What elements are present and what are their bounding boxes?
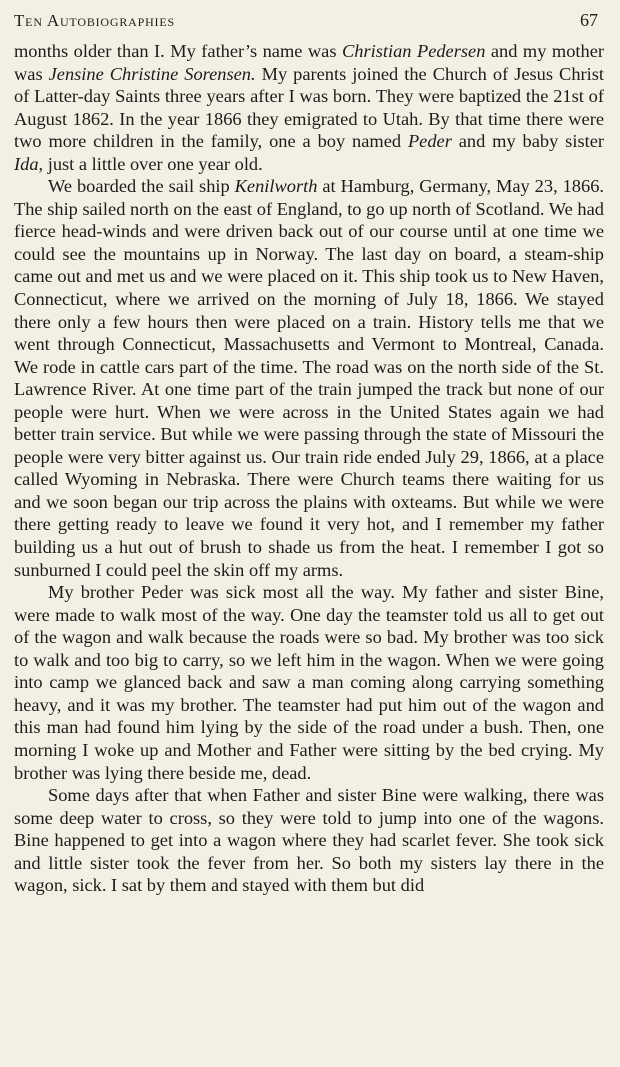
running-title: Ten Autobiographies	[14, 11, 175, 30]
text-run: and my mother was	[14, 41, 604, 84]
paragraph	[14, 175, 604, 581]
italic-name: Jensine Christine Sorensen.	[48, 63, 256, 84]
text-run: My brother Peder was sick most all the way. My father and sister Bine, were made to walk most of the way. One day the teamster told us all to get out of the wagon and walk because the roads were so bad. My brother was too sick to walk and too big to carry, so we left him in the wagon. When we were going into camp we glanced back and saw a man coming along carrying something heavy, and it was my brother. The teamster had put him out of the wagon and this man had found him lying by the side of the road under a bush. Then, one morning I woke up and Mother and Father were sitting by the bed crying. My brother was lying there beside me, dead.	[14, 582, 604, 783]
text-run: My parents joined the Church of Jesus Christ of Latter-day Saints three years after I was born. They were baptized the 21st of August 1862. In the year 1866 they emigrated to Utah. By that time there were two more children in the family, one a boy named	[14, 63, 605, 152]
text-run: at Hamburg, Germany, May 23, 1866. The ship sailed north on the east of England, to go up north of Scotland. We had fierce head-winds and were driven back out of our course until at one time we could see the mountains up in Norway. The last day on board, a steam-ship came out and met us and we were placed on it. This ship took us to New Haven, Connecticut, where we arrived on the morning of July 18, 1866. We stayed there only a few hours then were placed on a train. History tells me that we went through Connecticut, Massachusetts and Vermont to Montreal, Canada. We rode in cattle cars part of the time. The road was on the north side of the St. Lawrence River. At one time part of the train jumped the track but none of our people were hurt. When we were across in the United States again we had better train service. But while we were passing through the state of Missouri the people were very bitter against us. Our train ride ended July 29, 1866, at a place called Wyoming in Nebraska. There were Church teams there waiting for us and we soon began our trip across the plains with oxteams. But while we were there getting ready to leave we found it very hot, and I remember my father building us a hut out of brush to shade us from the heat. I remember I got so sunburned I could peel the skin off my arms.	[14, 176, 604, 580]
italic-name: Peder	[407, 131, 452, 152]
running-head	[14, 10, 604, 40]
text-run: We boarded the sail ship	[48, 176, 235, 197]
paragraph	[14, 40, 604, 175]
italic-name: Christian Pedersen	[341, 41, 486, 61]
text-run: and my baby sister	[451, 131, 605, 152]
body-text	[14, 40, 604, 897]
text-run: just a little over one year old.	[43, 153, 263, 174]
text-run: Some days after that when Father and sister Bine were walking, there was some deep water to cross, so they were told to jump into one of the wagons. Bine happened to get into a wagon where they had scarlet fever. She took sick and little sister took the fever from her. So both my sisters lay there in the wagon, sick. I sat by them and stayed with them but did	[14, 785, 604, 896]
italic-ship-name: Kenilworth	[234, 176, 318, 197]
italic-name: Ida,	[14, 153, 44, 174]
paragraph	[14, 581, 604, 784]
text-run: months older than I. My father’s name was	[14, 41, 342, 61]
paragraph	[14, 784, 604, 897]
page-number: 67	[580, 10, 598, 30]
